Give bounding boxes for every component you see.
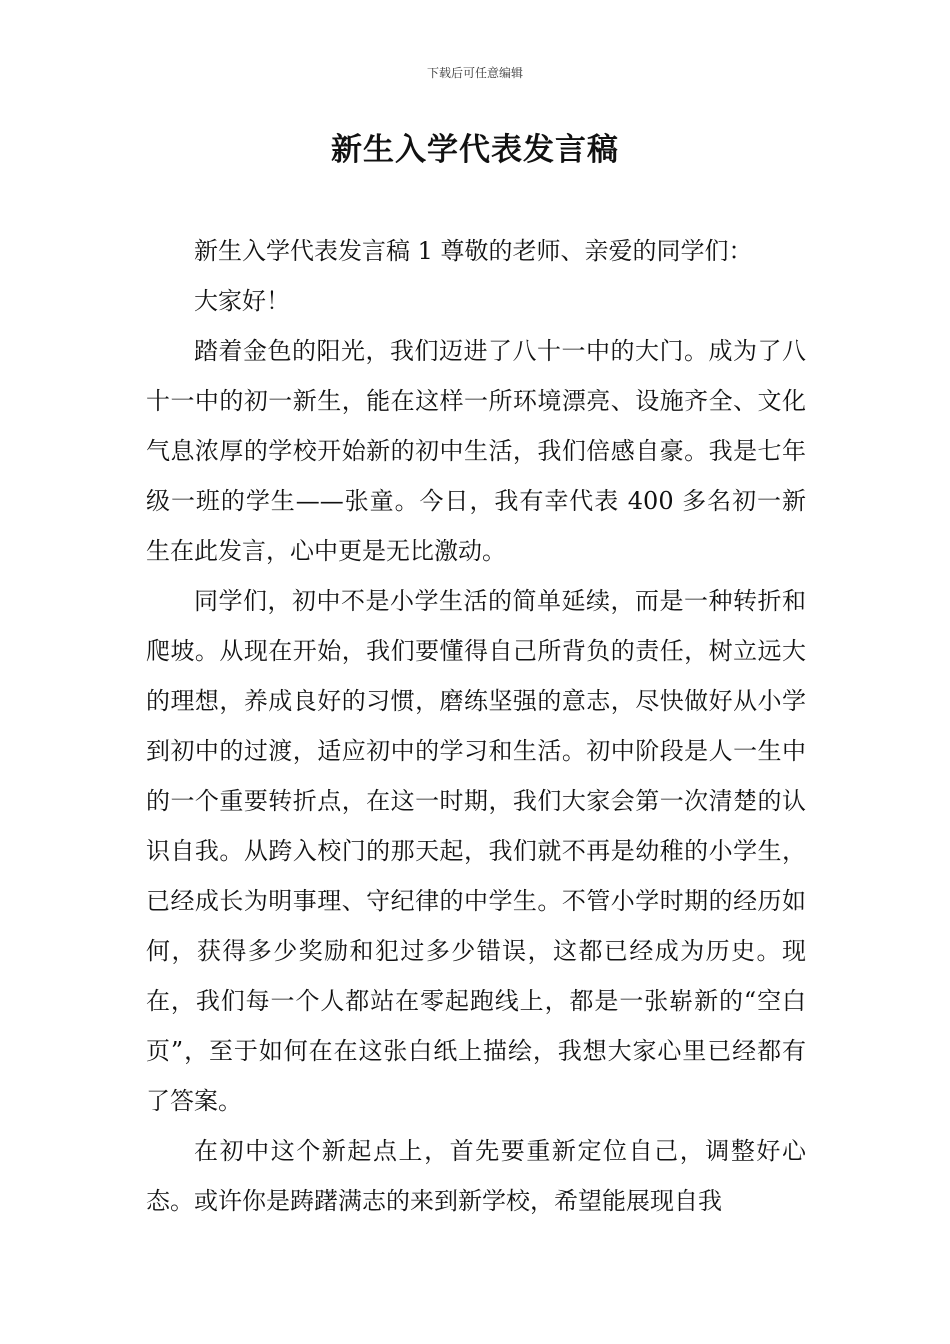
- header-note: 下载后可任意编辑: [426, 66, 523, 80]
- paragraph-greeting-line: 新生入学代表发言稿 1 尊敬的老师、亲爱的同学们：: [194, 237, 753, 265]
- paragraph-new-start: 在初中这个新起点上，首先要重新定位自己，调整好心态。或许你是踌躇满志的来到新学校，希望能展现自我: [146, 1137, 806, 1215]
- paragraph-hello: 大家好！: [194, 287, 290, 315]
- document-body: [146, 226, 806, 1226]
- paragraph-introduction: 踏着金色的阳光，我们迈进了八十一中的大门。成为了八十一中的初一新生，能在这样一所环境漂亮、设施齐全、文化气息浓厚的学校开始新的初中生活，我们倍感自豪。我是七年级一班的学生——张童。今日，我有幸代表 400 多名初一新生在此发言，心中更是无比激动。: [146, 337, 806, 565]
- paragraph-transition: 同学们，初中不是小学生活的简单延续，而是一种转折和爬坡。从现在开始，我们要懂得自己所背负的责任，树立远大的理想，养成良好的习惯，磨练坚强的意志，尽快做好从小学到初中的过渡，适应初中的学习和生活。初中阶段是人一生中的一个重要转折点，在这一时期，我们大家会第一次清楚的认识自我。从跨入校门的那天起，我们就不再是幼稚的小学生，已经成长为明事理、守纪律的中学生。不管小学时期的经历如何，获得多少奖励和犯过多少错误，这都已经成为历史。现在，我们每一个人都站在零起跑线上，都是一张崭新的“空白页”，至于如何在在这张白纸上描绘，我想大家心里已经都有了答案。: [146, 587, 806, 1115]
- document-title: 新生入学代表发言稿: [331, 132, 619, 168]
